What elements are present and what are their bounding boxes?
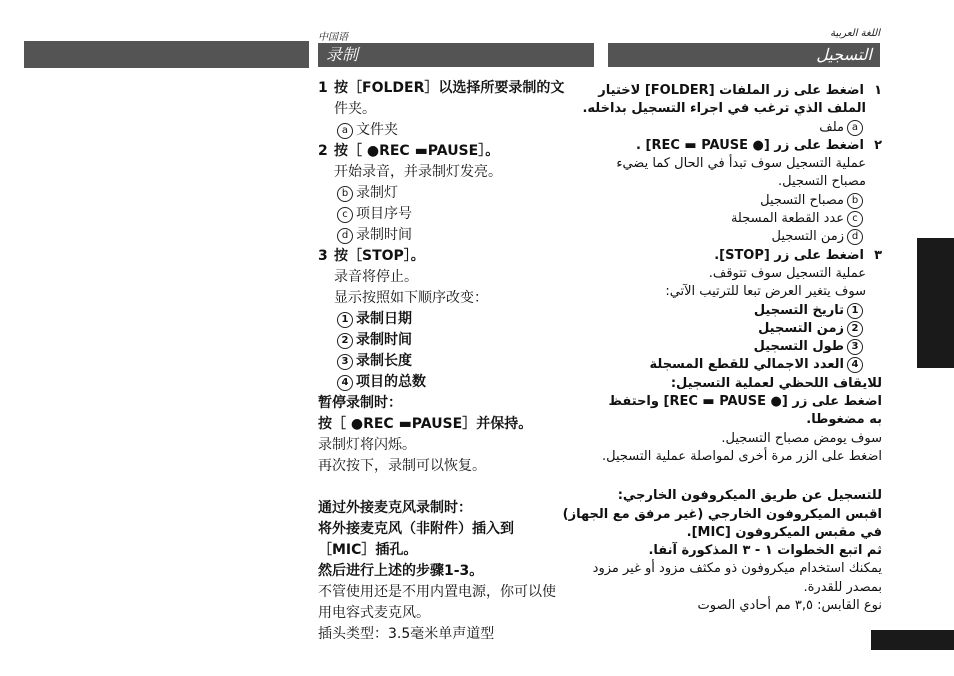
line-text: 不管使用还是不用内置电源，你可以使	[318, 584, 556, 600]
line-text: 按［ ●REC ▬PAUSE］。	[334, 143, 500, 159]
text-line	[318, 225, 594, 246]
line-text: 录制灯	[356, 185, 398, 201]
arabic-section-title: التسجيل	[608, 43, 880, 67]
line-text: عدد القطعة المسجلة	[730, 211, 844, 227]
step-line	[606, 137, 882, 155]
circled-marker: 1	[847, 303, 863, 319]
circled-marker: d	[847, 229, 863, 245]
circled-marker: b	[337, 186, 353, 202]
line-text: زمن التسجيل	[758, 320, 844, 336]
text-line	[318, 120, 594, 141]
step-line	[606, 247, 882, 265]
circled-marker: a	[847, 120, 863, 136]
chinese-language-label: 中国语	[318, 32, 348, 43]
text-line	[606, 192, 882, 210]
text-line	[318, 603, 594, 624]
text-line	[606, 173, 882, 191]
line-text: للتسجيل عن طريق الميكروفون الخارجي:	[617, 488, 882, 504]
step-line	[598, 82, 882, 100]
line-text: مصباح التسجيل	[760, 192, 844, 208]
step-line	[318, 246, 594, 267]
step-line	[318, 78, 594, 99]
text-line	[318, 624, 594, 645]
text-line	[318, 456, 594, 477]
line-text: 然后进行上述的步骤1-3。	[318, 563, 484, 579]
line-text: 件夹。	[334, 101, 376, 117]
line-text: 文件夹	[356, 122, 398, 138]
line-text: نوع القابس: ٣,٥ مم أحادي الصوت	[697, 598, 882, 614]
line-text: 录制长度	[356, 353, 412, 369]
line-text: طول التسجيل	[753, 339, 844, 355]
line-text: تاريخ التسجيل	[753, 302, 844, 318]
text-line	[592, 560, 882, 578]
text-line	[606, 265, 882, 283]
text-line	[606, 338, 882, 356]
text-line	[318, 267, 594, 288]
line-text: اقبس الميكروفون الخارجي (غير مرفق مع الجهاز)	[562, 506, 882, 522]
line-text: ［MIC］插孔。	[318, 542, 418, 558]
line-text: 显示按照如下顺序改变：	[334, 290, 488, 306]
left-header-bar	[24, 41, 309, 68]
arabic-language-label: اللغة العربية	[830, 28, 880, 39]
line-text: ملف	[819, 119, 844, 135]
spacer	[318, 477, 594, 498]
side-tab	[917, 238, 954, 368]
text-line	[318, 162, 594, 183]
line-text: بمصدر للقدرة.	[803, 579, 882, 595]
circled-marker: c	[337, 207, 353, 223]
step-number: 3	[318, 248, 328, 264]
line-text: 按［STOP］。	[334, 248, 425, 264]
circled-marker: a	[337, 123, 353, 139]
text-line	[606, 320, 882, 338]
text-line	[582, 100, 882, 118]
text-line	[606, 579, 882, 597]
text-line	[606, 283, 882, 301]
circled-marker: c	[847, 211, 863, 227]
line-text: 录制时间	[356, 332, 412, 348]
text-line	[318, 309, 594, 330]
circled-marker: 3	[337, 354, 353, 370]
line-text: 插头类型：3.5毫米单声道型	[318, 626, 495, 642]
line-text: مصباح التسجيل.	[777, 174, 866, 190]
text-line	[318, 435, 594, 456]
arabic-column	[562, 82, 882, 615]
text-line	[318, 330, 594, 351]
text-line	[318, 204, 594, 225]
text-line	[606, 411, 882, 429]
line-text: به مضغوطا.	[806, 412, 882, 428]
line-text: اضغط على زر [● REC ▬ PAUSE] واحتفظ	[608, 394, 882, 410]
text-line	[318, 540, 594, 561]
line-text: 录音将停止。	[334, 269, 418, 285]
line-text: 暂停录制时：	[318, 395, 402, 411]
text-line	[606, 210, 882, 228]
line-text: سوف يتغير العرض تبعا للترتيب الآتي:	[665, 284, 866, 300]
page-number-tab	[871, 630, 954, 650]
line-text: 录制日期	[356, 311, 412, 327]
text-line	[318, 561, 594, 582]
chinese-section-title: 录制	[318, 43, 594, 67]
line-text: في مقبس الميكروفون [MIC].	[686, 524, 882, 540]
text-line	[318, 351, 594, 372]
line-text: اضغط على زر [● REC ▬ PAUSE] .	[636, 137, 864, 153]
text-line	[318, 414, 594, 435]
line-text: 通过外接麦克风录制时：	[318, 500, 472, 516]
line-text: 录制时间	[356, 227, 412, 243]
line-text: ثم اتبع الخطوات ١ - ٣ المذكورة آنفا.	[648, 543, 882, 559]
text-line	[606, 119, 882, 137]
text-line	[606, 302, 882, 320]
line-text: 按［FOLDER］以选择所要录制的文	[334, 80, 565, 96]
text-line	[562, 506, 882, 524]
line-text: 将外接麦克风（非附件）插入到	[318, 521, 514, 537]
circled-marker: 4	[337, 375, 353, 391]
line-text: اضغط على الزر مرة أخرى لمواصلة عملية التسجيل.	[601, 448, 882, 464]
text-line	[606, 487, 882, 505]
text-line	[606, 155, 882, 173]
text-line	[318, 519, 594, 540]
spacer	[606, 466, 882, 487]
text-line	[318, 288, 594, 309]
text-line	[606, 597, 882, 615]
line-text: عملية التسجيل سوف تبدأ في الحال كما يضيء	[616, 156, 866, 172]
text-line	[318, 99, 594, 120]
line-text: 再次按下，录制可以恢复。	[318, 458, 486, 474]
line-text: اضغط على زر [STOP].	[714, 247, 864, 263]
line-text: 录制灯将闪烁。	[318, 437, 416, 453]
step-line	[318, 141, 594, 162]
line-text: 开始录音，并录制灯发亮。	[334, 164, 502, 180]
line-text: الملف الذي ترغب في اجراء التسجيل بداخله.	[582, 101, 866, 117]
line-text: زمن التسجيل	[771, 229, 844, 245]
step-number: 2	[318, 143, 328, 159]
circled-marker: d	[337, 228, 353, 244]
step-number: 1	[318, 80, 328, 96]
line-text: اضغط على زر الملفات [FOLDER] لاختيار	[598, 83, 864, 98]
text-line	[606, 393, 882, 411]
text-line	[601, 448, 882, 466]
circled-marker: b	[847, 193, 863, 209]
line-text: عملية التسجيل سوف تتوقف.	[708, 265, 866, 281]
text-line	[606, 524, 882, 542]
circled-marker: 1	[337, 312, 353, 328]
line-text: 项目序号	[356, 206, 412, 222]
text-line	[318, 183, 594, 204]
text-line	[606, 430, 882, 448]
line-text: 项目的总数	[356, 374, 426, 390]
line-text: سوف يومض مصباح التسجيل.	[721, 430, 882, 446]
step-number: ٣	[874, 247, 882, 263]
step-number: ١	[874, 83, 882, 98]
circled-marker: 2	[337, 333, 353, 349]
circled-marker: 4	[847, 357, 863, 373]
text-line	[318, 372, 594, 393]
step-number: ٢	[874, 137, 882, 153]
text-line	[318, 582, 594, 603]
chinese-column	[318, 78, 594, 645]
line-text: 用电容式麦克风。	[318, 605, 430, 621]
line-text: يمكنك استخدام ميكروفون ذو مكثف مزود أو غير مزود	[592, 561, 882, 577]
line-text: 按［ ●REC ▬PAUSE］并保持。	[318, 416, 533, 432]
text-line	[606, 375, 882, 393]
text-line	[606, 542, 882, 560]
circled-marker: 2	[847, 321, 863, 337]
text-line	[606, 228, 882, 246]
circled-marker: 3	[847, 339, 863, 355]
text-line	[606, 356, 882, 374]
text-line	[318, 393, 594, 414]
text-line	[318, 498, 594, 519]
line-text: للايقاف اللحظي لعملية التسجيل:	[670, 375, 882, 391]
line-text: العدد الاجمالي للقطع المسجلة	[649, 357, 844, 373]
